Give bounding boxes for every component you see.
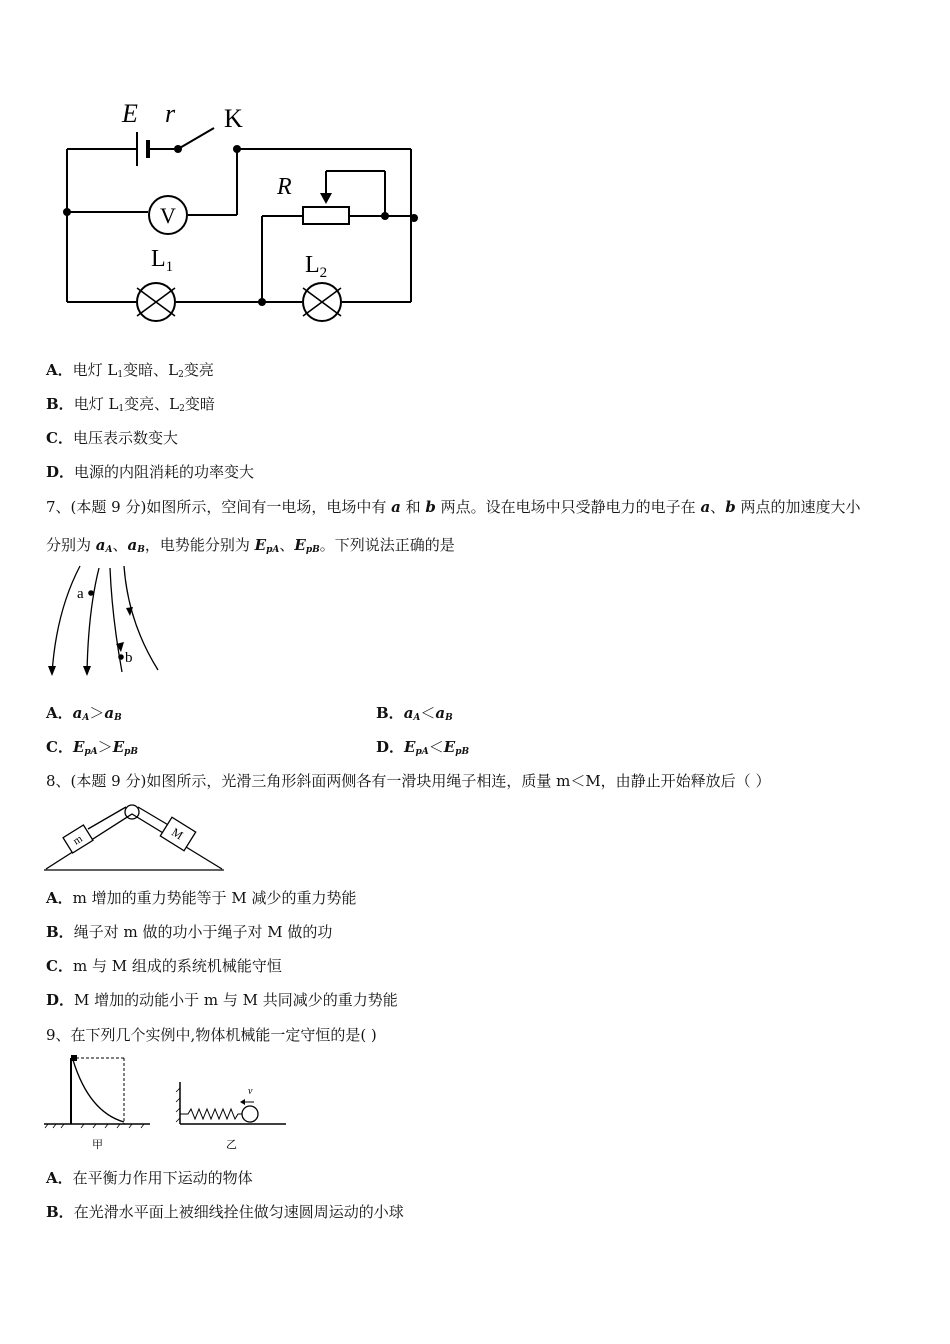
block-M-label: M [169, 824, 186, 843]
q8-stem: 8、(本题 9 分)如图所示，光滑三角形斜面两侧各有一滑块用绳子相连，质量 m＜M，由静止开始释放后（ ） [46, 772, 771, 790]
q7-option-d[interactable]: D．$E_{pA}<E_{pB}$ [376, 738, 470, 757]
label-jia: 甲 [92, 1139, 103, 1151]
figure-yi [174, 1076, 290, 1152]
q9-option-a[interactable]: A．在平衡力作用下运动的物体 [46, 1169, 253, 1187]
q7-option-a[interactable]: A．$a_A>a_B$ [46, 704, 122, 723]
label-R: R [277, 174, 292, 200]
circuit-diagram [50, 90, 430, 330]
q6-option-c[interactable]: C．电压表示数变大 [46, 429, 178, 447]
label-L2: $L_2$ [305, 252, 328, 281]
q7-stem-line1: 7、(本题 9 分)如图所示，空间有一电场，电场中有 a 和 b 两点。设在电场中只受静电力的电子在 a、b 两点的加速度大小 [46, 498, 861, 516]
label-r: r [165, 99, 176, 128]
block-m-label: m [71, 832, 85, 848]
q8-option-b[interactable]: B．绳子对 m 做的功小于绳子对 M 做的功 [46, 923, 333, 941]
q8-option-a[interactable]: A．m 增加的重力势能等于 M 减少的重力势能 [46, 889, 357, 907]
label-L1: $L_1$ [151, 246, 174, 275]
q8-option-c[interactable]: C．m 与 M 组成的系统机械能守恒 [46, 957, 282, 975]
label-yi: 乙 [226, 1139, 237, 1151]
label-K: K [224, 104, 243, 133]
q6-option-a[interactable]: A．电灯 $L_1$变暗、$L_2$变亮 [46, 361, 214, 380]
incline-figure [44, 798, 226, 874]
q7-option-c[interactable]: C．$E_{pA}>E_{pB}$ [46, 738, 139, 757]
label-v: v [248, 1086, 253, 1097]
q7-stem-line2: 分别为 $a_A$、$a_B$，电势能分别为 $E_{pA}$、$E_{pB}$。下列说法正确的是 [46, 536, 455, 555]
point-a-label: a [77, 586, 84, 602]
q6-option-d[interactable]: D．电源的内阻消耗的功率变大 [46, 463, 255, 481]
label-E: E [122, 99, 138, 128]
electric-field-figure [44, 562, 168, 684]
q9-option-b[interactable]: B．在光滑水平面上被细线拴住做匀速圆周运动的小球 [46, 1203, 404, 1221]
q8-option-d[interactable]: D．M 增加的动能小于 m 与 M 共同减少的重力势能 [46, 991, 398, 1009]
label-V: V [160, 203, 176, 228]
q7-option-b[interactable]: B．$a_A<a_B$ [376, 704, 453, 723]
q9-stem: 9、在下列几个实例中,物体机械能一定守恒的是( ) [46, 1026, 377, 1044]
figure-jia [44, 1052, 154, 1152]
q6-option-b[interactable]: B．电灯 $L_1$变亮、$L_2$变暗 [46, 395, 215, 414]
point-b-label: b [125, 650, 133, 666]
